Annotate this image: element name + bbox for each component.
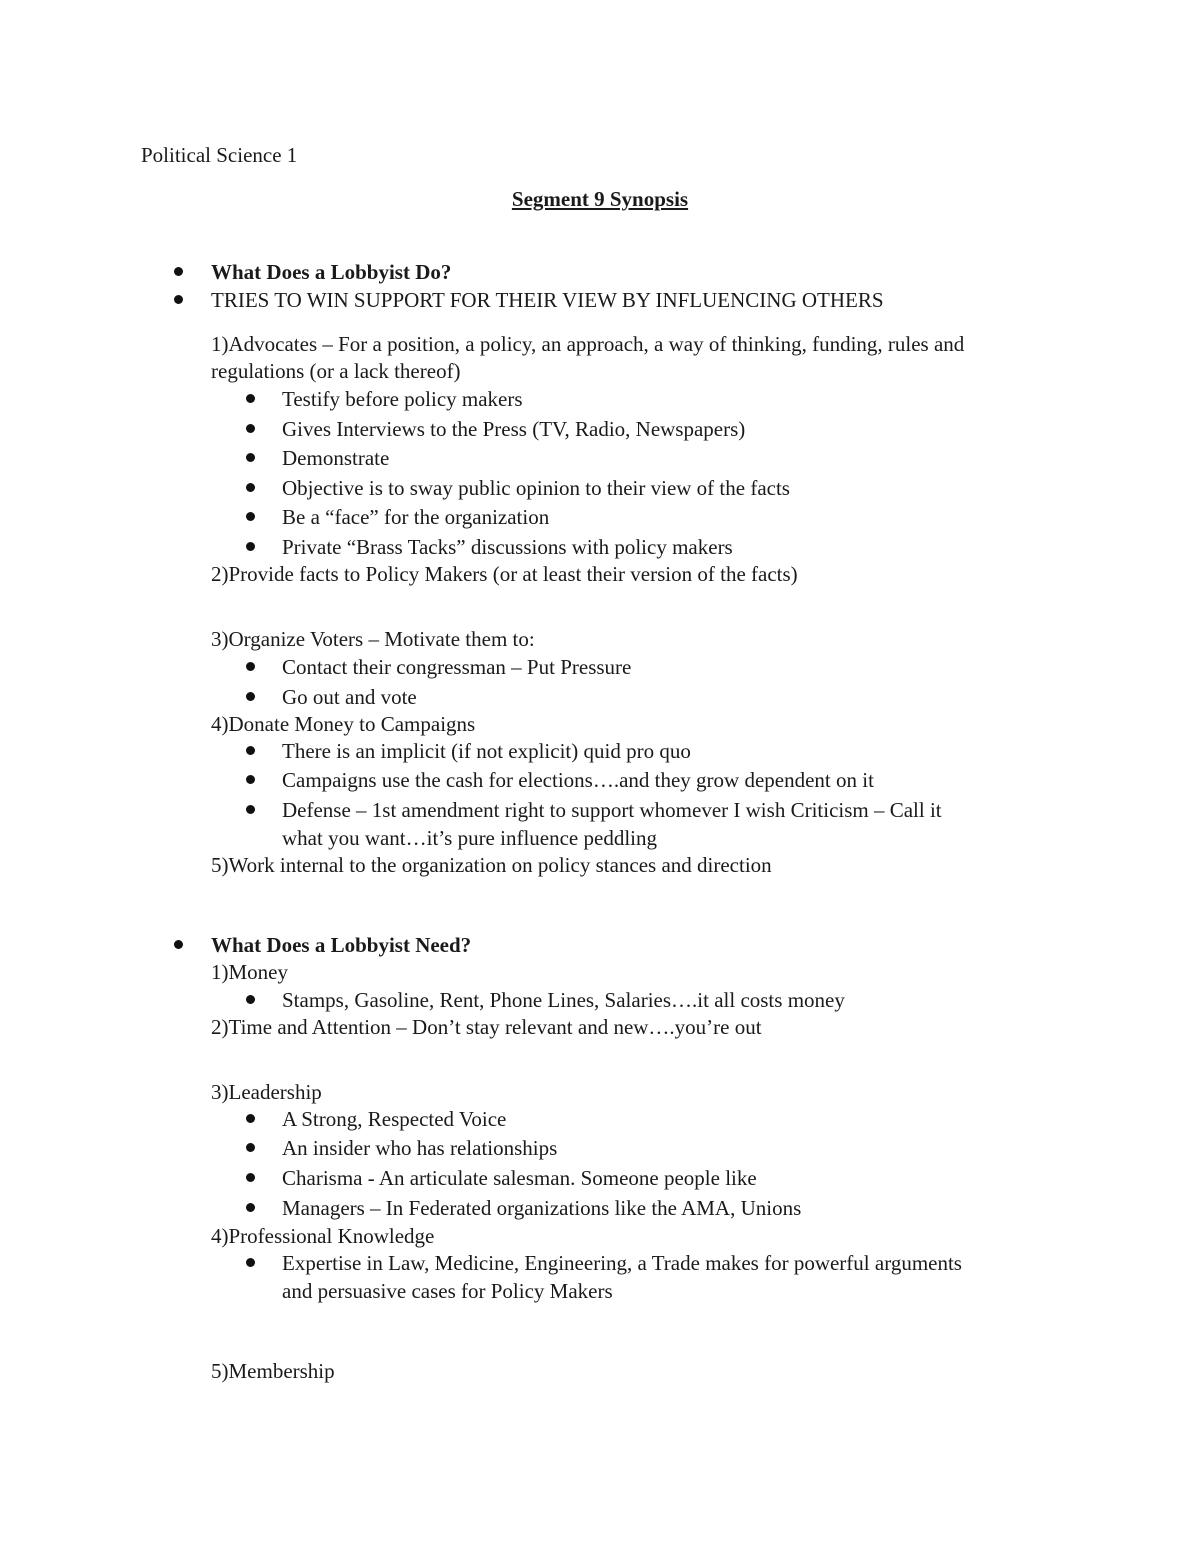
bullet-item-text: Stamps, Gasoline, Rent, Phone Lines, Salaries….it all costs money [282, 988, 845, 1012]
bullet-icon [246, 775, 255, 784]
body-line: 2)Time and Attention – Don’t stay relevant and new….you’re out [211, 1015, 762, 1039]
bullet-icon [246, 483, 255, 492]
bullet-icon [174, 940, 183, 949]
bullet-item-text: Expertise in Law, Medicine, Engineering, a Trade makes for powerful arguments [282, 1251, 962, 1275]
bullet-icon [246, 512, 255, 521]
bullet-icon [174, 295, 183, 304]
bullet-item-text: What Does a Lobbyist Do? [211, 260, 452, 284]
bullet-item-text: Campaigns use the cash for elections….and they grow dependent on it [282, 768, 874, 792]
bullet-icon [246, 394, 255, 403]
bullet-icon [246, 692, 255, 701]
body-line: and persuasive cases for Policy Makers [282, 1279, 613, 1303]
bullet-icon [246, 424, 255, 433]
body-line: 5)Membership [211, 1359, 335, 1383]
bullet-item-text: Gives Interviews to the Press (TV, Radio, Newspapers) [282, 417, 746, 441]
bullet-item-text: Go out and vote [282, 685, 417, 709]
body-line: 3)Leadership [211, 1080, 322, 1104]
body-line: what you want…it’s pure influence peddling [282, 826, 657, 850]
bullet-icon [246, 1173, 255, 1182]
bullet-item-text: TRIES TO WIN SUPPORT FOR THEIR VIEW BY INFLUENCING OTHERS [211, 288, 884, 312]
body-line: 5)Work internal to the organization on policy stances and direction [211, 853, 772, 877]
bullet-icon [246, 542, 255, 551]
bullet-item-text: Charisma - An articulate salesman. Someone people like [282, 1166, 757, 1190]
body-line: regulations (or a lack thereof) [211, 359, 461, 383]
bullet-item-text: Testify before policy makers [282, 387, 523, 411]
body-line: 1)Money [211, 960, 288, 984]
document-title: Segment 9 Synopsis [511, 187, 689, 211]
body-line: 2)Provide facts to Policy Makers (or at least their version of the facts) [211, 562, 798, 586]
bullet-item-text: Objective is to sway public opinion to their view of the facts [282, 476, 790, 500]
body-line: 3)Organize Voters – Motivate them to: [211, 627, 535, 651]
bullet-icon [246, 805, 255, 814]
bullet-icon [246, 1203, 255, 1212]
bullet-icon [246, 662, 255, 671]
bullet-item-text: An insider who has relationships [282, 1136, 558, 1160]
bullet-icon [174, 267, 183, 276]
bullet-icon [246, 1114, 255, 1123]
body-line: 4)Professional Knowledge [211, 1224, 435, 1248]
bullet-item-text: What Does a Lobbyist Need? [211, 933, 472, 957]
bullet-icon [246, 746, 255, 755]
bullet-item-text: Private “Brass Tacks” discussions with policy makers [282, 535, 733, 559]
bullet-item-text: A Strong, Respected Voice [282, 1107, 507, 1131]
bullet-item-text: Demonstrate [282, 446, 390, 470]
bullet-item-text: There is an implicit (if not explicit) quid pro quo [282, 739, 691, 763]
bullet-icon [246, 1143, 255, 1152]
bullet-icon [246, 1258, 255, 1267]
bullet-item-text: Contact their congressman – Put Pressure [282, 655, 632, 679]
bullet-item-text: Managers – In Federated organizations like the AMA, Unions [282, 1196, 802, 1220]
bullet-icon [246, 453, 255, 462]
body-line: 1)Advocates – For a position, a policy, an approach, a way of thinking, funding, rules and [211, 332, 965, 356]
bullet-icon [246, 995, 255, 1004]
bullet-item-text: Defense – 1st amendment right to support whomever I wish Criticism – Call it [282, 798, 942, 822]
bullet-item-text: Be a “face” for the organization [282, 505, 550, 529]
body-line: 4)Donate Money to Campaigns [211, 712, 476, 736]
course-name: Political Science 1 [141, 143, 298, 167]
